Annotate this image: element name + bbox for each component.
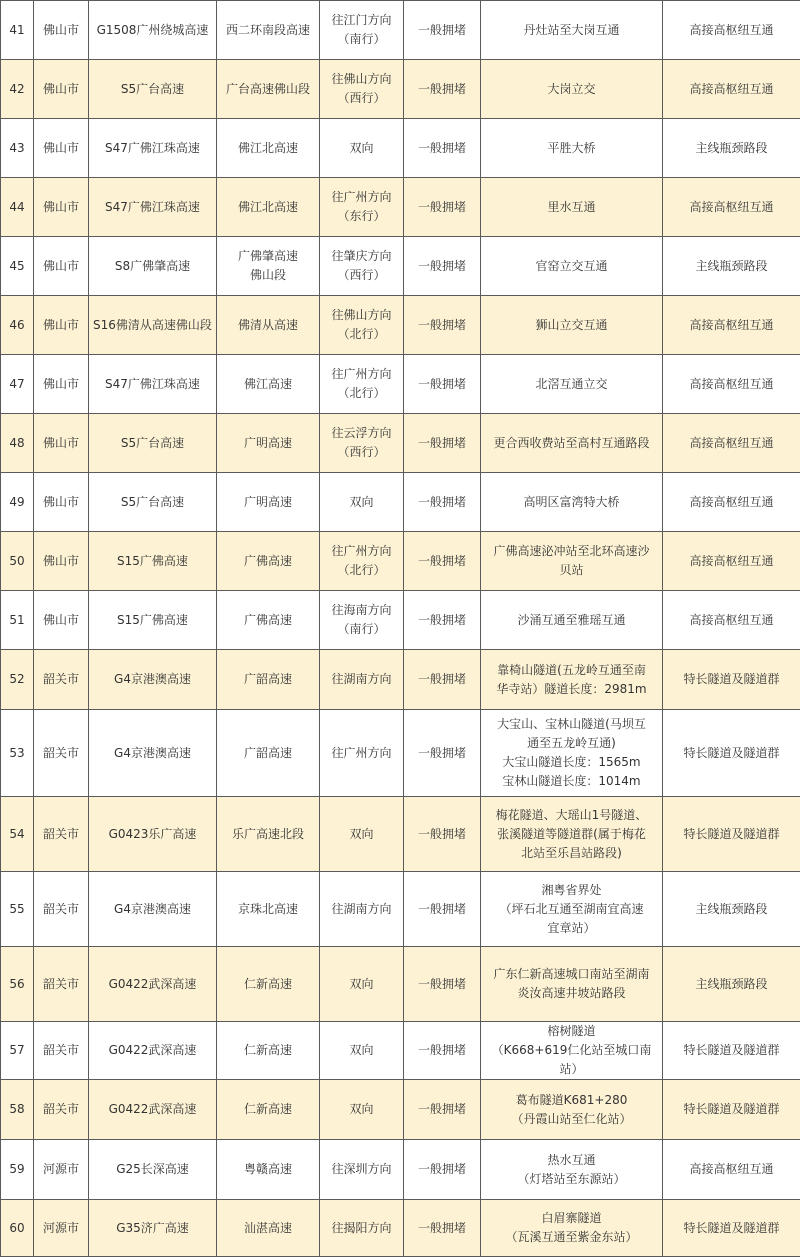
city-cell: 韶关市 <box>34 797 89 872</box>
congestion-location-cell <box>481 1200 663 1257</box>
direction-line: 往佛山方向 <box>323 306 400 325</box>
road-section-line: 仁新高速 <box>220 1041 316 1060</box>
congestion-location-line: 大岗立交 <box>484 80 659 99</box>
row-number-cell: 46 <box>1 296 34 355</box>
road-section-line: 广佛肇高速 <box>220 247 316 266</box>
row-number-cell: 54 <box>1 797 34 872</box>
row-number-cell: 57 <box>1 1022 34 1080</box>
direction-cell <box>320 1080 404 1140</box>
table-row <box>1 947 800 1022</box>
road-section-line: 广佛高速 <box>220 611 316 630</box>
direction-cell <box>320 355 404 414</box>
congestion-location-cell <box>481 355 663 414</box>
city-cell: 韶关市 <box>34 1080 89 1140</box>
road-section-line: 广台高速佛山段 <box>220 80 316 99</box>
table-row <box>1 591 800 650</box>
congestion-location-cell <box>481 1080 663 1140</box>
congestion-level-cell: 一般拥堵 <box>404 237 481 296</box>
congestion-cause-cell: 高接高枢纽互通 <box>663 532 800 591</box>
congestion-cause-cell: 高接高枢纽互通 <box>663 355 800 414</box>
highway-name-cell: G0422武深高速 <box>89 1080 217 1140</box>
road-section-cell <box>217 591 320 650</box>
row-number-cell: 48 <box>1 414 34 473</box>
congestion-location-line: （灯塔站至东源站） <box>484 1170 659 1189</box>
city-cell: 佛山市 <box>34 591 89 650</box>
congestion-location-line: 宝林山隧道长度：1014m <box>484 772 659 791</box>
congestion-location-cell <box>481 650 663 710</box>
row-number-cell: 53 <box>1 710 34 797</box>
direction-cell <box>320 1 404 60</box>
road-section-cell <box>217 119 320 178</box>
congestion-level-cell: 一般拥堵 <box>404 1 481 60</box>
congestion-location-line: 大宝山隧道长度：1565m <box>484 753 659 772</box>
table-row <box>1 296 800 355</box>
congestion-location-line: 华寺站）隧道长度：2981m <box>484 680 659 699</box>
road-section-line: 佛山段 <box>220 266 316 285</box>
congestion-level-cell: 一般拥堵 <box>404 1022 481 1080</box>
city-cell: 河源市 <box>34 1140 89 1200</box>
congestion-cause-cell: 特长隧道及隧道群 <box>663 1200 800 1257</box>
highway-name-cell: S47广佛江珠高速 <box>89 178 217 237</box>
congestion-location-line: 通至五龙岭互通) <box>484 734 659 753</box>
direction-line: 往江门方向 <box>323 11 400 30</box>
highway-name-cell: G0423乐广高速 <box>89 797 217 872</box>
table-row <box>1 872 800 947</box>
congestion-cause-cell: 特长隧道及隧道群 <box>663 797 800 872</box>
congestion-level-cell: 一般拥堵 <box>404 1200 481 1257</box>
congestion-location-line: 广东仁新高速城口南站至湖南 <box>484 965 659 984</box>
highway-name-cell: G4京港澳高速 <box>89 710 217 797</box>
congestion-cause-cell: 特长隧道及隧道群 <box>663 1080 800 1140</box>
congestion-location-cell <box>481 872 663 947</box>
row-number-cell: 59 <box>1 1140 34 1200</box>
row-number-cell: 55 <box>1 872 34 947</box>
road-section-cell <box>217 947 320 1022</box>
table-row <box>1 60 800 119</box>
congestion-location-cell <box>481 178 663 237</box>
direction-line: 双向 <box>323 975 400 994</box>
table-row <box>1 1080 800 1140</box>
city-cell: 韶关市 <box>34 872 89 947</box>
congestion-location-line: 官窑立交互通 <box>484 257 659 276</box>
row-number-cell: 52 <box>1 650 34 710</box>
city-cell: 佛山市 <box>34 414 89 473</box>
road-section-cell <box>217 797 320 872</box>
direction-line: 往深圳方向 <box>323 1160 400 1179</box>
direction-cell <box>320 710 404 797</box>
direction-line: （北行） <box>323 325 400 344</box>
table-body <box>1 1 800 1257</box>
road-section-line: 广明高速 <box>220 434 316 453</box>
direction-cell <box>320 1022 404 1080</box>
highway-name-cell: S5广台高速 <box>89 60 217 119</box>
congestion-cause-cell: 高接高枢纽互通 <box>663 296 800 355</box>
road-section-line: 佛江高速 <box>220 375 316 394</box>
congestion-location-line: 榕树隧道 <box>484 1022 659 1041</box>
direction-cell <box>320 947 404 1022</box>
highway-name-cell: S5广台高速 <box>89 414 217 473</box>
road-section-cell <box>217 473 320 532</box>
direction-cell <box>320 237 404 296</box>
congestion-location-line: 葛布隧道K681+280 <box>484 1091 659 1110</box>
city-cell: 佛山市 <box>34 237 89 296</box>
congestion-location-line: 丹灶站至大岗互通 <box>484 21 659 40</box>
table-row <box>1 473 800 532</box>
congestion-level-cell: 一般拥堵 <box>404 947 481 1022</box>
direction-line: 双向 <box>323 493 400 512</box>
road-section-line: 广韶高速 <box>220 670 316 689</box>
congestion-location-line: （丹霞山站至仁化站） <box>484 1110 659 1129</box>
congestion-level-cell: 一般拥堵 <box>404 1080 481 1140</box>
congestion-cause-cell: 主线瓶颈路段 <box>663 872 800 947</box>
road-section-cell <box>217 237 320 296</box>
direction-line: 往广州方向 <box>323 365 400 384</box>
direction-cell <box>320 60 404 119</box>
congestion-location-cell <box>481 237 663 296</box>
congestion-location-line: 站） <box>484 1060 659 1079</box>
road-section-line: 佛清从高速 <box>220 316 316 335</box>
direction-line: 往肇庆方向 <box>323 247 400 266</box>
congestion-location-cell <box>481 1022 663 1080</box>
congestion-location-line: （坪石北互通至湖南宜高速 <box>484 900 659 919</box>
city-cell: 韶关市 <box>34 650 89 710</box>
congestion-location-line: 靠椅山隧道(五龙岭互通至南 <box>484 661 659 680</box>
congestion-location-line: 更合西收费站至高村互通路段 <box>484 434 659 453</box>
direction-line: （北行） <box>323 384 400 403</box>
congestion-level-cell: 一般拥堵 <box>404 797 481 872</box>
city-cell: 佛山市 <box>34 60 89 119</box>
row-number-cell: 50 <box>1 532 34 591</box>
congestion-location-cell <box>481 119 663 178</box>
road-section-cell <box>217 1140 320 1200</box>
congestion-cause-cell: 主线瓶颈路段 <box>663 119 800 178</box>
direction-line: 往湖南方向 <box>323 900 400 919</box>
direction-line: （东行） <box>323 207 400 226</box>
road-section-line: 汕湛高速 <box>220 1219 316 1238</box>
highway-name-cell: S16佛清从高速佛山段 <box>89 296 217 355</box>
congestion-cause-cell: 高接高枢纽互通 <box>663 591 800 650</box>
row-number-cell: 41 <box>1 1 34 60</box>
road-section-cell <box>217 872 320 947</box>
congestion-location-line: 湘粤省界处 <box>484 881 659 900</box>
direction-cell <box>320 178 404 237</box>
direction-line: 往广州方向 <box>323 744 400 763</box>
direction-cell <box>320 119 404 178</box>
direction-line: （南行） <box>323 30 400 49</box>
congestion-cause-cell: 特长隧道及隧道群 <box>663 710 800 797</box>
congestion-cause-cell: 主线瓶颈路段 <box>663 947 800 1022</box>
row-number-cell: 47 <box>1 355 34 414</box>
direction-line: （北行） <box>323 561 400 580</box>
direction-cell <box>320 473 404 532</box>
highway-name-cell: G35济广高速 <box>89 1200 217 1257</box>
city-cell: 韶关市 <box>34 1022 89 1080</box>
road-section-cell <box>217 414 320 473</box>
row-number-cell: 56 <box>1 947 34 1022</box>
direction-line: 往揭阳方向 <box>323 1219 400 1238</box>
congestion-location-line: 沙涌互通至雅瑶互通 <box>484 611 659 630</box>
congestion-location-line: （瓦溪互通至紫金东站） <box>484 1228 659 1247</box>
road-section-cell <box>217 1200 320 1257</box>
highway-name-cell: G1508广州绕城高速 <box>89 1 217 60</box>
congestion-cause-cell: 主线瓶颈路段 <box>663 237 800 296</box>
row-number-cell: 43 <box>1 119 34 178</box>
congestion-location-line: 北滘互通立交 <box>484 375 659 394</box>
direction-line: 双向 <box>323 825 400 844</box>
highway-name-cell: S47广佛江珠高速 <box>89 119 217 178</box>
row-number-cell: 49 <box>1 473 34 532</box>
congestion-location-cell <box>481 60 663 119</box>
highway-name-cell: S5广台高速 <box>89 473 217 532</box>
congestion-cause-cell: 高接高枢纽互通 <box>663 60 800 119</box>
congestion-location-line: 贝站 <box>484 561 659 580</box>
direction-line: 双向 <box>323 1041 400 1060</box>
road-section-line: 仁新高速 <box>220 1100 316 1119</box>
road-section-line: 仁新高速 <box>220 975 316 994</box>
row-number-cell: 58 <box>1 1080 34 1140</box>
city-cell: 佛山市 <box>34 296 89 355</box>
road-section-cell <box>217 178 320 237</box>
congestion-location-cell <box>481 414 663 473</box>
direction-cell <box>320 1200 404 1257</box>
road-section-line: 乐广高速北段 <box>220 825 316 844</box>
congestion-level-cell: 一般拥堵 <box>404 710 481 797</box>
road-section-cell <box>217 532 320 591</box>
direction-cell <box>320 650 404 710</box>
congestion-cause-cell: 特长隧道及隧道群 <box>663 1022 800 1080</box>
highway-name-cell: S15广佛高速 <box>89 532 217 591</box>
highway-name-cell: S15广佛高速 <box>89 591 217 650</box>
congestion-location-cell <box>481 1140 663 1200</box>
highway-name-cell: S47广佛江珠高速 <box>89 355 217 414</box>
congestion-level-cell: 一般拥堵 <box>404 296 481 355</box>
table-row <box>1 414 800 473</box>
congestion-level-cell: 一般拥堵 <box>404 591 481 650</box>
congestion-location-line: 高明区富湾特大桥 <box>484 493 659 512</box>
road-section-line: 粤赣高速 <box>220 1160 316 1179</box>
congestion-location-cell <box>481 473 663 532</box>
city-cell: 韶关市 <box>34 947 89 1022</box>
road-section-cell <box>217 296 320 355</box>
direction-line: （西行） <box>323 443 400 462</box>
congestion-location-line: 狮山立交互通 <box>484 316 659 335</box>
congestion-cause-cell: 高接高枢纽互通 <box>663 1 800 60</box>
road-section-line: 西二环南段高速 <box>220 21 316 40</box>
direction-cell <box>320 591 404 650</box>
direction-line: 往云浮方向 <box>323 424 400 443</box>
direction-line: 往湖南方向 <box>323 670 400 689</box>
congestion-level-cell: 一般拥堵 <box>404 178 481 237</box>
congestion-location-line: 大宝山、宝林山隧道(马坝互 <box>484 715 659 734</box>
congestion-location-line: 炎汝高速井坡站路段 <box>484 984 659 1003</box>
direction-cell <box>320 872 404 947</box>
road-section-line: 佛江北高速 <box>220 198 316 217</box>
highway-name-cell: G0422武深高速 <box>89 1022 217 1080</box>
congestion-cause-cell: 高接高枢纽互通 <box>663 473 800 532</box>
city-cell: 佛山市 <box>34 473 89 532</box>
road-section-line: 佛江北高速 <box>220 139 316 158</box>
congestion-cause-cell: 高接高枢纽互通 <box>663 414 800 473</box>
highway-name-cell: G25长深高速 <box>89 1140 217 1200</box>
road-section-cell <box>217 1022 320 1080</box>
highway-name-cell: G0422武深高速 <box>89 947 217 1022</box>
congestion-location-line: 宜章站） <box>484 919 659 938</box>
city-cell: 佛山市 <box>34 532 89 591</box>
congestion-location-cell <box>481 532 663 591</box>
row-number-cell: 42 <box>1 60 34 119</box>
city-cell: 佛山市 <box>34 119 89 178</box>
congestion-location-line: 热水互通 <box>484 1151 659 1170</box>
direction-cell <box>320 1140 404 1200</box>
direction-line: 往广州方向 <box>323 542 400 561</box>
table-row <box>1 1140 800 1200</box>
row-number-cell: 45 <box>1 237 34 296</box>
congestion-level-cell: 一般拥堵 <box>404 1140 481 1200</box>
road-section-cell <box>217 355 320 414</box>
congestion-level-cell: 一般拥堵 <box>404 414 481 473</box>
highway-name-cell: G4京港澳高速 <box>89 872 217 947</box>
direction-line: （西行） <box>323 89 400 108</box>
road-section-line: 广明高速 <box>220 493 316 512</box>
congestion-level-cell: 一般拥堵 <box>404 355 481 414</box>
row-number-cell: 51 <box>1 591 34 650</box>
direction-line: 往海南方向 <box>323 601 400 620</box>
table-row <box>1 119 800 178</box>
congestion-cause-cell: 高接高枢纽互通 <box>663 178 800 237</box>
highway-name-cell: S8广佛肇高速 <box>89 237 217 296</box>
direction-cell <box>320 414 404 473</box>
congestion-location-cell <box>481 591 663 650</box>
table-row <box>1 532 800 591</box>
direction-line: 双向 <box>323 1100 400 1119</box>
congestion-level-cell: 一般拥堵 <box>404 60 481 119</box>
road-section-cell <box>217 1 320 60</box>
road-section-line: 广佛高速 <box>220 552 316 571</box>
row-number-cell: 60 <box>1 1200 34 1257</box>
direction-cell <box>320 296 404 355</box>
congestion-level-cell: 一般拥堵 <box>404 473 481 532</box>
direction-line: （南行） <box>323 620 400 639</box>
congestion-level-cell: 一般拥堵 <box>404 872 481 947</box>
table-row <box>1 1022 800 1080</box>
road-section-cell <box>217 1080 320 1140</box>
direction-line: 往佛山方向 <box>323 70 400 89</box>
table-row <box>1 178 800 237</box>
road-section-cell <box>217 60 320 119</box>
congestion-location-line: 里水互通 <box>484 198 659 217</box>
congestion-location-line: （K668+619仁化站至城口南 <box>484 1041 659 1060</box>
city-cell: 河源市 <box>34 1200 89 1257</box>
row-number-cell: 44 <box>1 178 34 237</box>
congestion-location-cell <box>481 797 663 872</box>
congestion-cause-cell: 特长隧道及隧道群 <box>663 650 800 710</box>
congestion-location-line: 平胜大桥 <box>484 139 659 158</box>
city-cell: 佛山市 <box>34 178 89 237</box>
congestion-location-line: 北站至乐昌站路段) <box>484 844 659 863</box>
table-row <box>1 710 800 797</box>
congestion-location-cell <box>481 710 663 797</box>
table-row <box>1 237 800 296</box>
congestion-location-line: 张溪隧道等隧道群(属于梅花 <box>484 825 659 844</box>
direction-line: 双向 <box>323 139 400 158</box>
road-section-line: 京珠北高速 <box>220 900 316 919</box>
table-row <box>1 1200 800 1257</box>
city-cell: 韶关市 <box>34 710 89 797</box>
congestion-location-cell <box>481 1 663 60</box>
congestion-level-cell: 一般拥堵 <box>404 650 481 710</box>
direction-line: （西行） <box>323 266 400 285</box>
table-row <box>1 355 800 414</box>
road-section-cell <box>217 650 320 710</box>
table-row <box>1 1 800 60</box>
road-section-cell <box>217 710 320 797</box>
direction-line: 往广州方向 <box>323 188 400 207</box>
road-section-line: 广韶高速 <box>220 744 316 763</box>
table-row <box>1 650 800 710</box>
city-cell: 佛山市 <box>34 1 89 60</box>
highway-name-cell: G4京港澳高速 <box>89 650 217 710</box>
direction-cell <box>320 532 404 591</box>
congestion-location-line: 广佛高速泌冲站至北环高速沙 <box>484 542 659 561</box>
congestion-level-cell: 一般拥堵 <box>404 532 481 591</box>
congestion-level-cell: 一般拥堵 <box>404 119 481 178</box>
congestion-cause-cell: 高接高枢纽互通 <box>663 1140 800 1200</box>
congestion-location-line: 梅花隧道、大瑶山1号隧道、 <box>484 806 659 825</box>
congestion-location-cell <box>481 947 663 1022</box>
congestion-location-cell <box>481 296 663 355</box>
congestion-location-line: 白眉寨隧道 <box>484 1209 659 1228</box>
city-cell: 佛山市 <box>34 355 89 414</box>
direction-cell <box>320 797 404 872</box>
table-row <box>1 797 800 872</box>
